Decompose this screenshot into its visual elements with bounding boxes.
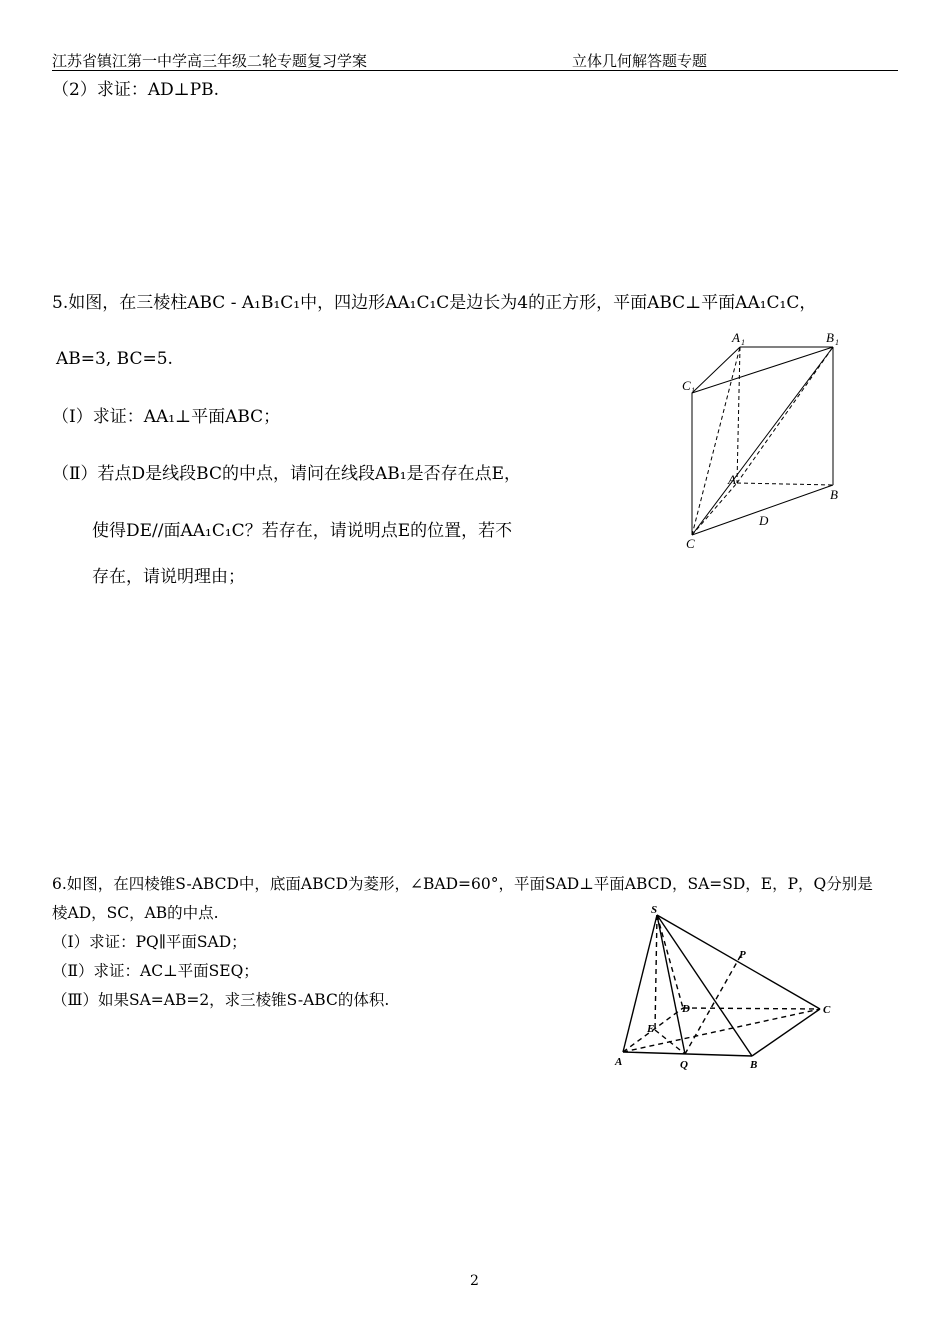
edge-ab1 xyxy=(737,347,833,483)
edge-sd xyxy=(657,915,683,1008)
q5-line2: AB=3, BC=5. xyxy=(56,349,173,369)
q5-part2-line3: 存在，请说明理由； xyxy=(92,567,245,587)
q5-part2-line1: （Ⅱ）若点D是线段BC的中点，请问在线段AB₁是否存在点E， xyxy=(52,464,521,484)
pyramid-figure xyxy=(605,898,845,1078)
label-b1: B xyxy=(826,330,834,345)
label-b1-sub: 1 xyxy=(835,338,839,347)
label-q: Q xyxy=(680,1059,688,1071)
label-a: A xyxy=(728,472,736,487)
label-s: S xyxy=(651,904,658,916)
q6-line1: 6.如图，在四棱锥S-ABCD中，底面ABCD为菱形，∠BAD=60°，平面SAD⊥平面ABCD，SA=SD，E，P，Q分别是 xyxy=(52,875,873,893)
label-c: C xyxy=(686,536,695,551)
header-rule xyxy=(52,70,898,71)
edge-cb1 xyxy=(692,347,833,535)
label-p: P xyxy=(739,949,746,961)
q4-part2: （2）求证：AD⊥PB. xyxy=(52,80,220,100)
label-b: B xyxy=(830,487,838,502)
q6-part1: （Ⅰ）求证：PQ∥平面SAD； xyxy=(52,933,247,951)
label-c1: C xyxy=(682,378,691,393)
q5-part2-line2: 使得DE//面AA₁C₁C？若存在，请说明点E的位置，若不 xyxy=(92,521,513,541)
q5-line1: 5.如图，在三棱柱ABC - A₁B₁C₁中，四边形AA₁C₁C是边长为4的正方形，平面ABC⊥平面AA₁C₁C， xyxy=(52,293,817,313)
q6-line2: 棱AD，SC，AB的中点. xyxy=(52,904,219,922)
edge-ab xyxy=(623,1052,752,1056)
label-d: D xyxy=(682,1003,690,1015)
edge-dc xyxy=(683,1008,820,1009)
edge-a1a xyxy=(737,347,740,483)
label-c: C xyxy=(823,1004,831,1016)
q5-part1: （Ⅰ）求证：AA₁⊥平面ABC； xyxy=(52,407,281,427)
q6-part3: （Ⅲ）如果SA=AB=2，求三棱锥S-ABC的体积. xyxy=(52,991,390,1009)
edge-se xyxy=(655,915,657,1030)
label-a: A xyxy=(615,1056,623,1068)
label-e: E xyxy=(647,1023,655,1035)
label-b: B xyxy=(750,1059,758,1071)
q6-part2: （Ⅱ）求证：AC⊥平面SEQ； xyxy=(52,962,259,980)
label-a1-sub: 1 xyxy=(741,338,745,347)
header-left: 江苏省镇江第一中学高三年级二轮专题复习学案 xyxy=(52,52,368,70)
label-c1-sub: 1 xyxy=(691,386,695,395)
prism-figure xyxy=(670,325,860,555)
edge-c1b1 xyxy=(692,347,833,393)
page-number: 2 xyxy=(470,1273,479,1289)
header-right: 立体几何解答题专题 xyxy=(572,52,708,70)
label-a1: A xyxy=(732,330,740,345)
edge-c1a1 xyxy=(692,347,740,393)
edge-ab xyxy=(737,483,833,485)
edge-sc xyxy=(657,915,820,1009)
label-d: D xyxy=(759,513,769,528)
